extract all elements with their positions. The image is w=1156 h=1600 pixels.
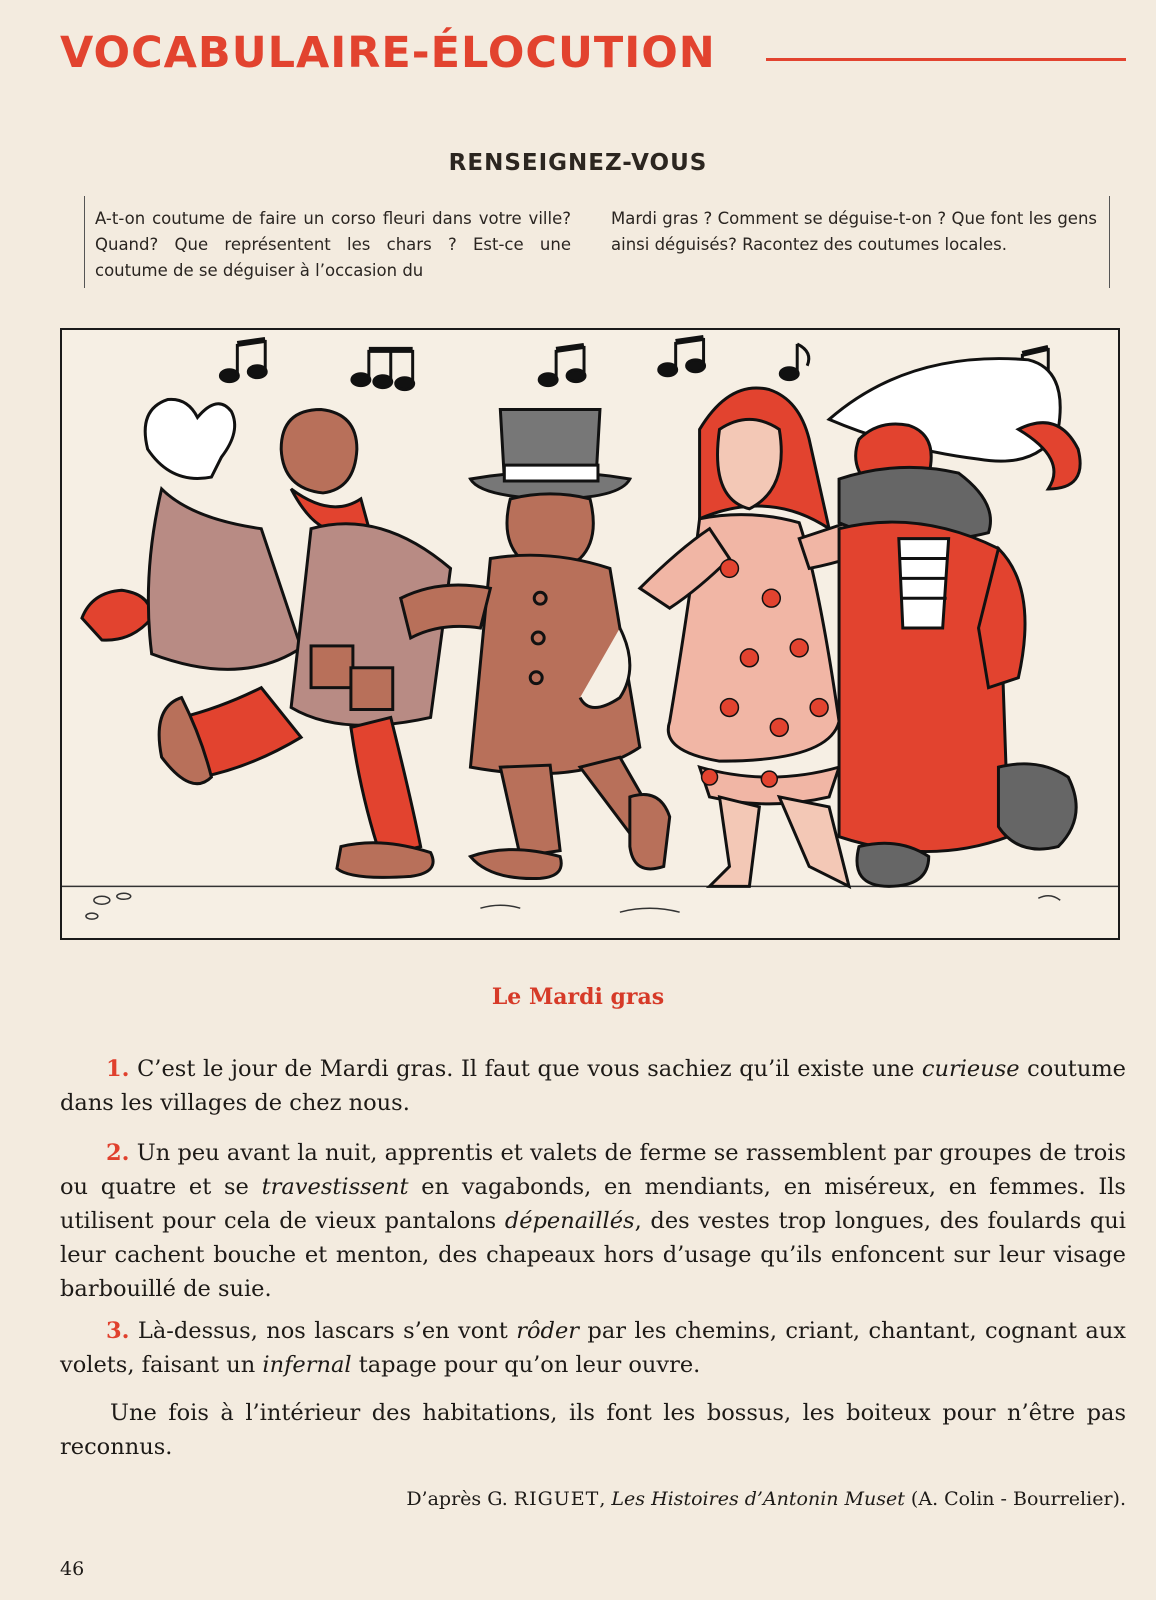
header-rule <box>766 58 1126 61</box>
source-citation <box>60 1488 1126 1510</box>
story-paragraph-3 <box>60 1314 1126 1382</box>
italic-term: curieuse <box>921 1056 1020 1082</box>
music-note <box>220 340 266 382</box>
paragraph-text <box>60 1056 1126 1116</box>
intro-text-left: A-t-on coutume de faire un corso fleuri dans votre ville? Quand? Que représentent les chars ? Est-ce une coutume de se déguiser à l’occasion du <box>95 209 571 280</box>
text-run: coutume dans les villages de chez nous. <box>60 1056 1126 1116</box>
intro-text-right: Mardi gras ? Comment se déguise-t-on ? Que font les gens ainsi déguisés? Racontez des coutumes locales. <box>611 209 1097 254</box>
story-paragraph-4 <box>60 1396 1126 1464</box>
story-paragraph-1 <box>60 1052 1126 1120</box>
text-run: en vagabonds, en mendiants, en miséreux, en femmes. Ils utilisent pour cela de vieux pantalons <box>60 1174 1126 1234</box>
paragraph-number: 2. <box>106 1140 130 1166</box>
paragraph-number: 3. <box>106 1318 130 1344</box>
citation-separator: , <box>599 1488 612 1510</box>
italic-term: dépenaillés <box>504 1208 635 1234</box>
citation-book: Les Histoires d’Antonin Muset <box>611 1488 905 1510</box>
text-run: C’est le jour de Mardi gras. Il faut que vous sachiez qu’il existe une <box>137 1056 922 1082</box>
music-note <box>659 338 705 376</box>
dancer-patched-coat <box>82 399 451 877</box>
italic-term: travestissent <box>261 1174 409 1200</box>
story-title: Le Mardi gras <box>491 984 665 1010</box>
page-number: 46 <box>60 1558 85 1580</box>
mardi-gras-illustration <box>60 328 1120 940</box>
music-note <box>539 346 585 386</box>
dancer-red-coat <box>829 359 1080 887</box>
text-run: Là-dessus, nos lascars s’en vont <box>137 1318 517 1344</box>
ground-marks <box>86 893 1060 919</box>
music-note <box>352 350 414 390</box>
section-title: RENSEIGNEZ-VOUS <box>448 150 708 176</box>
citation-prefix: D’après G. <box>406 1488 514 1510</box>
paragraph-text <box>60 1140 1126 1302</box>
intro-box <box>84 196 1110 288</box>
story-paragraph-2 <box>60 1136 1126 1306</box>
mardi-gras-drawing <box>62 330 1118 938</box>
text-run: tapage pour qu’on leur ouvre. <box>351 1352 701 1378</box>
text-run: , des vestes trop longues, des foulards qui leur cachent bouche et menton, des chapeaux hors d’usage qu’ils enfoncent sur leur visage barbouillé de suie. <box>60 1208 1126 1302</box>
text-run: Un peu avant la nuit, apprentis et valets de ferme se rassemblent par groupes de trois ou quatre et se <box>60 1140 1127 1200</box>
citation-publisher: (A. Colin - Bourrelier). <box>904 1488 1126 1510</box>
music-note <box>780 344 809 380</box>
text-run: par les chemins, criant, chantant, cognant aux volets, faisant un <box>60 1318 1126 1378</box>
italic-term: rôder <box>516 1318 580 1344</box>
chapter-header <box>60 28 1126 88</box>
paragraph-number: 1. <box>106 1056 130 1082</box>
chapter-title: VOCABULAIRE-ÉLOCUTION <box>60 28 716 78</box>
citation-author: RIGUET <box>513 1488 600 1510</box>
paragraph-text <box>60 1400 1126 1460</box>
text-run: Une fois à l’intérieur des habitations, ils font les bossus, les boiteux pour n’être pas reconnus. <box>60 1400 1126 1460</box>
paragraph-text <box>60 1318 1126 1378</box>
italic-term: infernal <box>262 1352 352 1378</box>
